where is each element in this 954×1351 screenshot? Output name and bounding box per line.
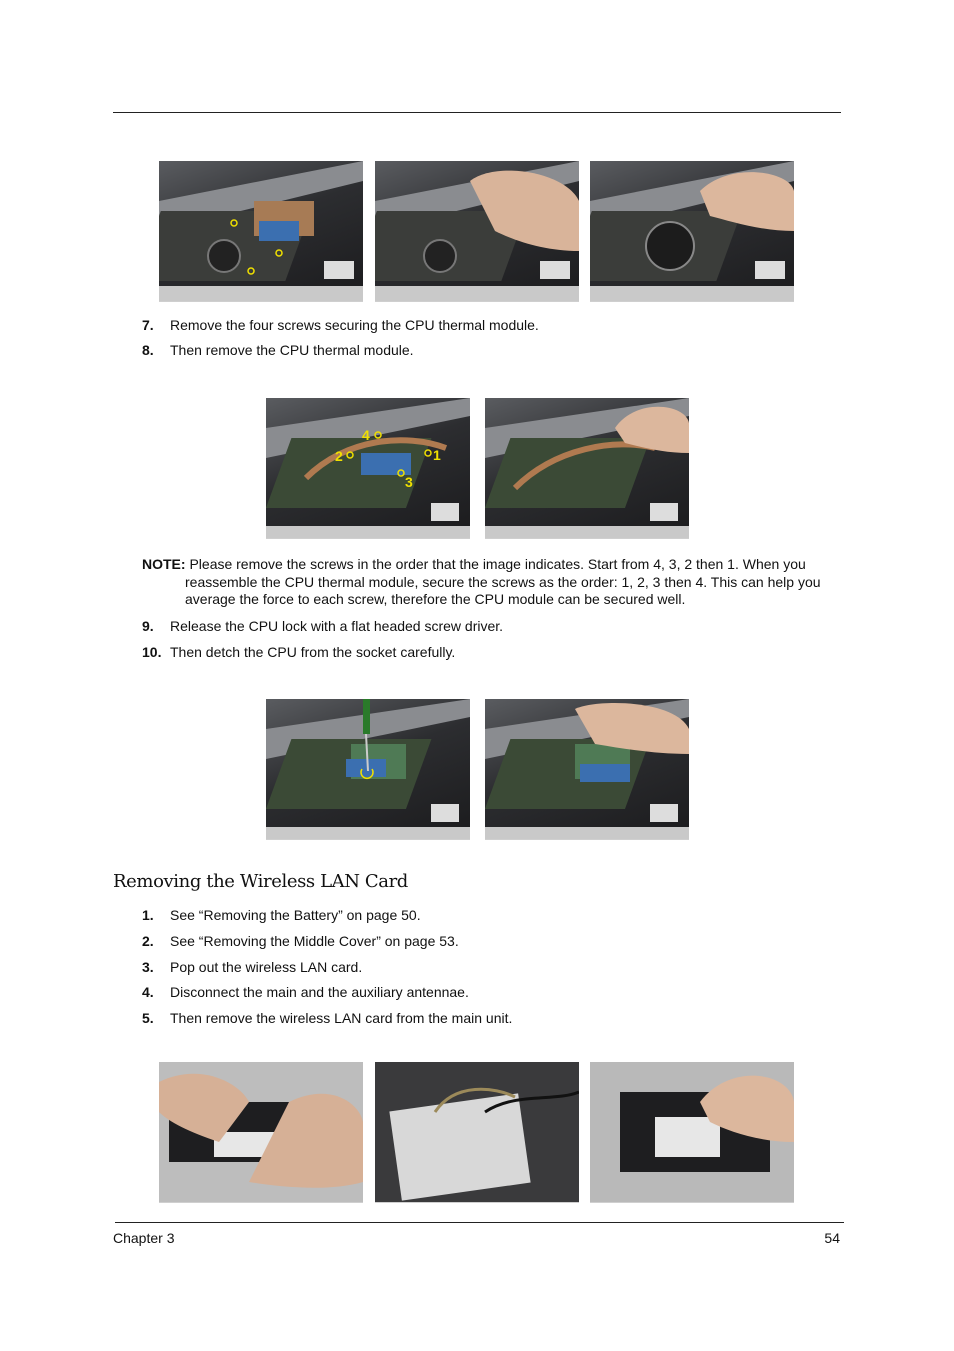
photo-wlan-card-antennae xyxy=(375,1062,579,1203)
photo-remove-wlan-card xyxy=(590,1062,794,1203)
screw-label: 2 xyxy=(335,448,343,464)
photo-hand-heatsink xyxy=(375,161,579,302)
header-rule xyxy=(113,112,841,113)
screw-label: 1 xyxy=(433,447,441,463)
photo-hand-fan xyxy=(590,161,794,302)
photo-remove-thermal-module xyxy=(485,398,689,539)
photo-screwdriver-cpu-lock xyxy=(266,699,470,840)
footer-rule xyxy=(115,1222,844,1223)
screw-label: 4 xyxy=(362,427,370,443)
footer-chapter: Chapter 3 xyxy=(113,1230,175,1246)
note-line-1: Please remove the screws in the order that the image indicates. Start from 4, 3, 2 then 1. When you xyxy=(189,556,806,572)
footer-page-number: 54 xyxy=(824,1230,840,1246)
photo-heatsink-screws xyxy=(159,161,363,302)
section-title: Removing the Wireless LAN Card xyxy=(113,871,408,892)
note-block xyxy=(142,556,842,609)
screw-label: 3 xyxy=(405,474,413,490)
note-line-3: average the force to each screw, therefore the CPU module can be secured well. xyxy=(185,591,686,607)
note-line-2: reassemble the CPU thermal module, secure the screws as the order: 1, 2, 3 then 4. This can help you xyxy=(185,573,821,590)
photo-detach-cpu xyxy=(485,699,689,840)
photo-pop-wlan-card xyxy=(159,1062,363,1203)
note-label: NOTE: xyxy=(142,556,186,572)
photo-screw-order xyxy=(266,398,470,539)
